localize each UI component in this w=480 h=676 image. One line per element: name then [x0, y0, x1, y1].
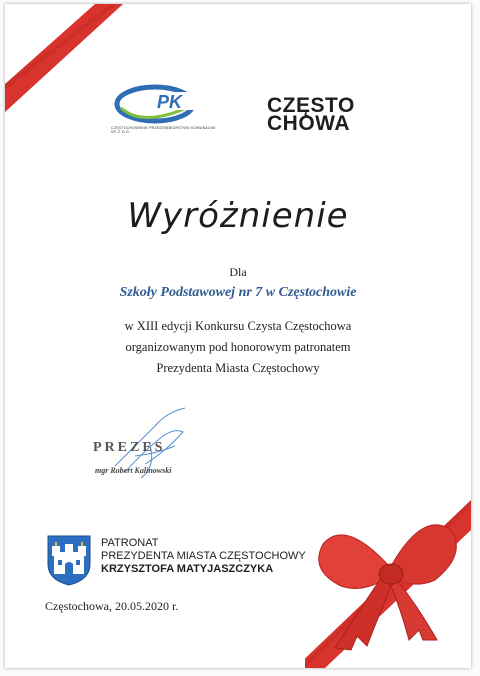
patronage-name: KRZYSZTOFA MATYJASZCZYKA: [101, 563, 274, 575]
patronage-block: [101, 537, 306, 576]
city-logo-line2: CHOWA: [267, 112, 350, 135]
issue-date: Częstochowa, 20.05.2020 r.: [45, 599, 179, 613]
signatory-name: mgr Robert Kalinowski: [95, 466, 172, 475]
city-crest-icon: [46, 534, 92, 586]
city-logo-line1: CZĘSTO: [267, 94, 355, 117]
description-line: Prezydenta Miasta Częstochowy: [156, 361, 320, 375]
description-line: organizowanym pod honorowym patronatem: [125, 340, 351, 354]
award-description: [75, 316, 401, 379]
recipient-intro: Dla: [229, 265, 247, 279]
certificate-page: [5, 4, 471, 668]
signatory-role: PREZES: [93, 440, 166, 455]
pk-logo-mark: PK: [157, 92, 183, 112]
pk-company-name: CZĘSTOCHOWSKIE PRZEDSIĘBIORSTWO KOMUNALNE SP. Z O.O.: [111, 126, 216, 135]
city-logo: [267, 96, 387, 134]
description-line: w XIII edycji Konkursu Czysta Częstochowa: [124, 319, 352, 333]
certificate-title: Wyróżnienie: [127, 196, 349, 236]
patronage-line: PREZYDENTA MIASTA CZĘSTOCHOWY: [101, 550, 306, 562]
patronage-line: PATRONAT: [101, 537, 159, 549]
recipient-name: Szkoły Podstawowej nr 7 w Częstochowie: [119, 285, 357, 300]
ribbon-bow: [305, 490, 471, 668]
